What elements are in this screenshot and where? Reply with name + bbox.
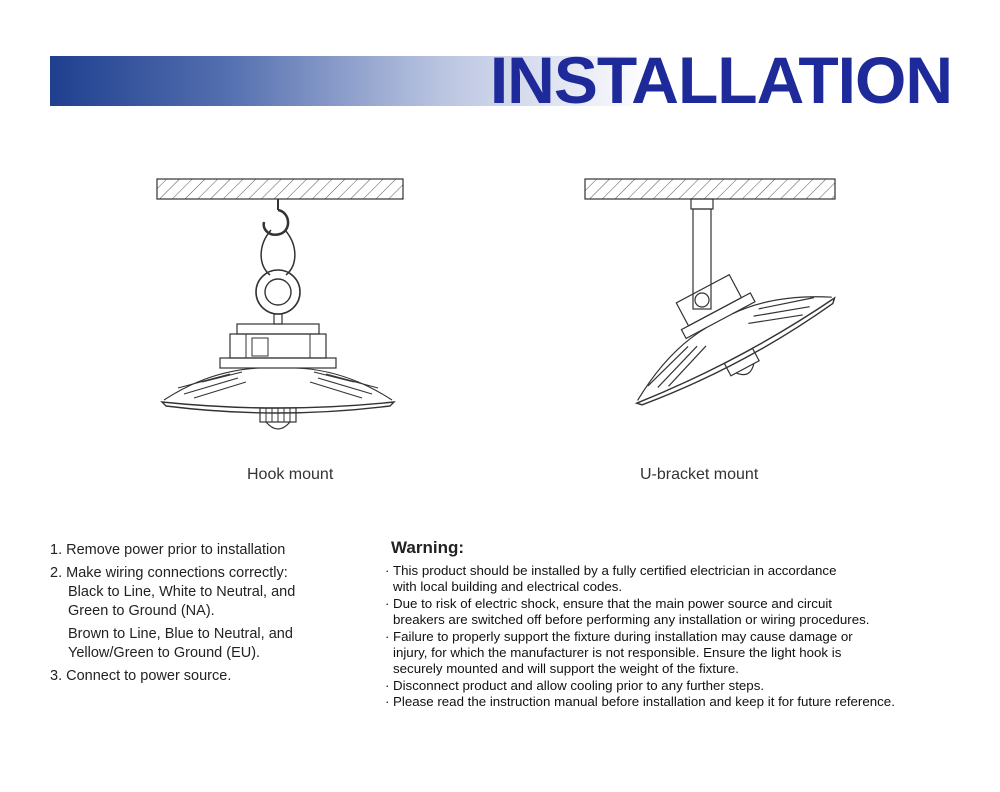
ceiling — [157, 179, 403, 199]
step-2-line: Black to Line, White to Neutral, and — [68, 584, 296, 600]
driver-housing — [230, 334, 326, 358]
step-2-line: Brown to Line, Blue to Neutral, and — [68, 626, 293, 642]
u-bracket — [693, 209, 711, 309]
hook-mount-diagram — [150, 170, 410, 445]
installation-steps — [50, 541, 350, 686]
warning-item-cont: breakers are switched off before performing any installation or wiring procedures. — [393, 612, 870, 628]
sensor — [266, 422, 290, 429]
warning-item-cont: securely mounted and will support the weight of the fixture. — [393, 661, 739, 677]
u-bracket-mount-diagram — [580, 170, 850, 445]
warning-item: · Failure to properly support the fixture during installation may cause damage or — [385, 629, 965, 645]
step-1: 1. Remove power prior to installation — [50, 542, 286, 558]
ceiling — [585, 179, 835, 199]
warning-title: Warning: — [391, 538, 465, 557]
warning-item: · This product should be installed by a fully certified electrician in accordance — [385, 563, 965, 579]
hook-icon — [264, 210, 288, 235]
step-3: 3. Connect to power source. — [50, 668, 232, 684]
u-bracket-mount-caption: U-bracket mount — [640, 466, 759, 483]
warning-list — [385, 563, 965, 711]
warning-item: · Disconnect product and allow cooling prior to any further steps. — [385, 678, 965, 694]
warning-item: · Due to risk of electric shock, ensure that the main power source and circuit — [385, 596, 965, 612]
warning-item-cont: with local building and electrical codes. — [393, 579, 623, 595]
step-2-line: Yellow/Green to Ground (EU). — [68, 645, 261, 661]
page-title: INSTALLATION — [489, 43, 952, 117]
warning-item-cont: injury, for which the manufacturer is not responsible. Ensure the light hook is — [393, 645, 842, 661]
warning-item: · Please read the instruction manual before installation and keep it for future reference. — [385, 694, 965, 710]
step-2: 2. Make wiring connections correctly: — [50, 565, 288, 581]
hook-mount-caption: Hook mount — [247, 466, 334, 483]
eye-ring — [256, 270, 300, 314]
step-2-line: Green to Ground (NA). — [68, 603, 215, 619]
